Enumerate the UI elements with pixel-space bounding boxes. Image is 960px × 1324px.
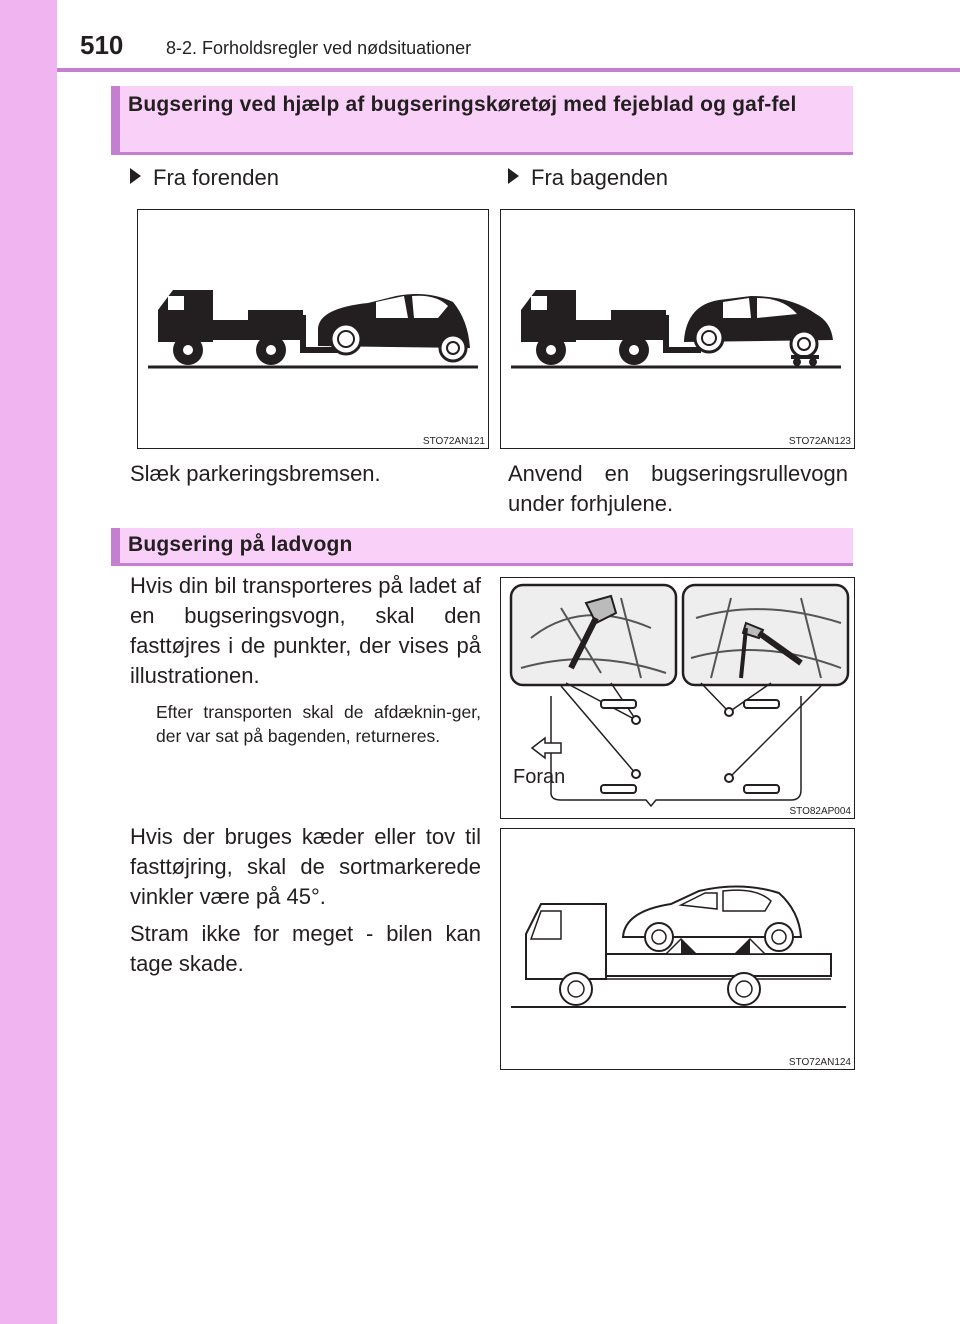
figure-tow-from-front <box>137 209 489 449</box>
caption-front: Slæk parkeringsbremsen. <box>130 461 381 486</box>
page-number: 510 <box>80 30 124 60</box>
heading-marker <box>111 528 120 563</box>
figure-code: STO72AN123 <box>788 436 851 447</box>
header-divider <box>57 68 960 72</box>
tow-truck-front-illustration <box>138 210 488 448</box>
figure-code: STO72AN124 <box>788 1057 851 1068</box>
figure-code: STO72AN121 <box>422 436 485 447</box>
section-heading-towing-wrecker <box>111 86 853 155</box>
note-after-transport: Efter transporten skal de afdæknin-ger, der var sat på bagenden, returneres. <box>156 702 481 746</box>
side-margin-bar <box>0 0 57 1324</box>
front-direction-label: Foran <box>513 766 566 788</box>
subheading-rear <box>508 165 668 191</box>
chapter-title: 8-2. Forholdsregler ved nødsituationer <box>166 38 472 58</box>
triangle-bullet-icon <box>130 168 141 184</box>
figure-tow-from-rear <box>500 209 855 449</box>
paragraph-do-not-overtighten: Stram ikke for meget - bilen kan tage skade. <box>130 921 481 976</box>
heading-marker <box>111 86 120 152</box>
section-title: Bugsering ved hjælp af bugseringskøretøj med fejeblad og gaf-fel <box>128 93 797 116</box>
paragraph-flatbed-intro: Hvis din bil transporteres på ladet af en bugseringsvogn, skal den fasttøjres i de punkter, der vises på illustrationen. <box>130 573 481 688</box>
section-heading-flatbed <box>111 528 853 566</box>
subheading-front-label: Fra forenden <box>153 165 279 190</box>
figure-tie-down-points <box>500 577 855 819</box>
subheading-rear-label: Fra bagenden <box>531 165 668 190</box>
tow-truck-rear-illustration <box>501 210 854 448</box>
figure-car-on-flatbed <box>500 828 855 1070</box>
figure-code: STO82AP004 <box>789 806 851 817</box>
triangle-bullet-icon <box>508 168 519 184</box>
subheading-front <box>130 165 279 191</box>
caption-rear: Anvend en bugseringsrullevogn under forhjulene. <box>508 461 848 516</box>
section-title: Bugsering på ladvogn <box>128 533 353 556</box>
page-header <box>57 0 960 73</box>
flatbed-truck-illustration <box>501 829 854 1069</box>
paragraph-chains-angle: Hvis der bruges kæder eller tov til fasttøjring, skal de sortmarkerede vinkler være på 45°. <box>130 824 481 909</box>
